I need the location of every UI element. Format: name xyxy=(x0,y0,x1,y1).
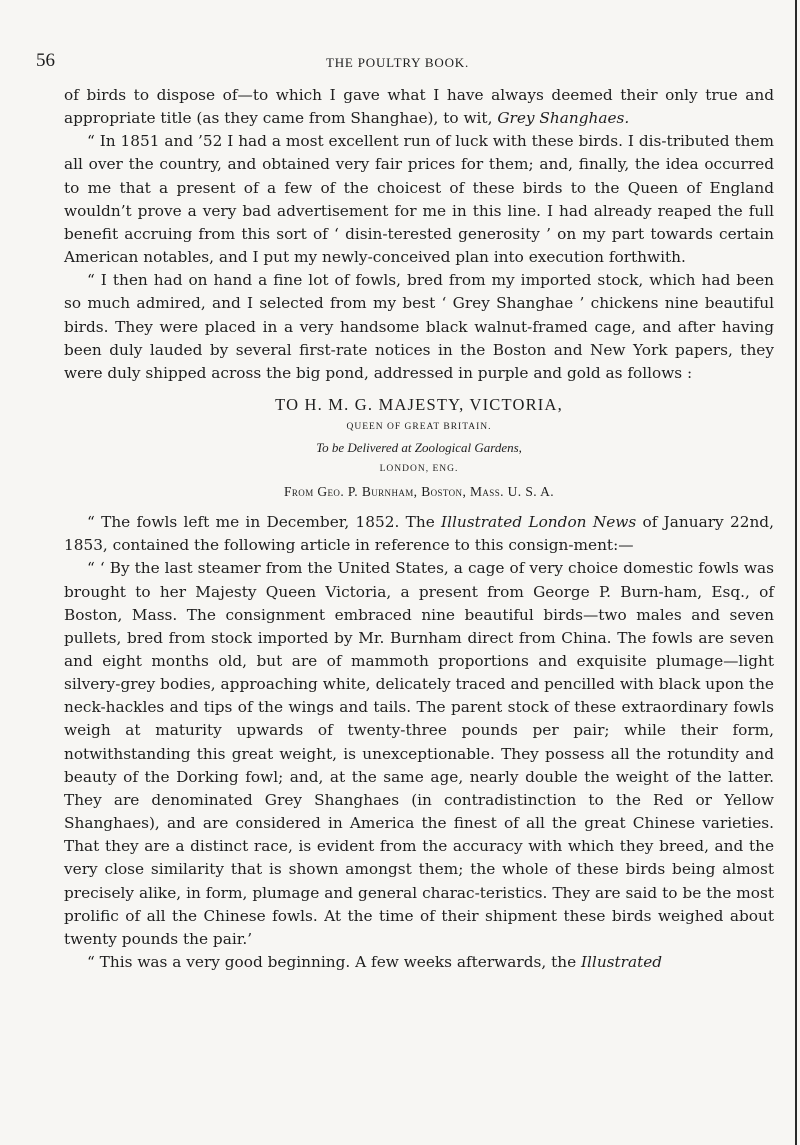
address-line-title: QUEEN OF GREAT BRITAIN. xyxy=(346,422,492,433)
paragraph-1 xyxy=(64,84,774,130)
running-head: THE POULTRY BOOK. xyxy=(326,55,470,70)
paragraph-6 xyxy=(64,951,774,974)
paragraph-1-text: of birds to dispose of—to which I gave what I have always deemed their only true and appropriate title (as they came from Shanghae), to wit, xyxy=(64,86,774,128)
address-line-city: LONDON, ENG. xyxy=(379,464,459,475)
shipping-address xyxy=(64,393,774,505)
paragraph-2: “ In 1851 and ’52 I had a most excellent run of luck with these birds. I dis-tributed them all over the country, and obtained very fair prices for them; and, finally, the idea occurred to me that a present of a few of the choicest of these birds to the Queen of England wouldn’t prove a very bad advertisement for me in this line. I had already reaped the full benefit accruing from this sort of ‘ disin-terested generosity ’ on my part towards certain American notables, and I put my newly-conceived plan into execution forthwith. xyxy=(64,132,774,267)
paragraph-4-end: of January 22nd, 1853, contained the following article in reference to this consign-ment:— xyxy=(64,513,774,555)
paragraph-1-italic: Grey Shanghaes. xyxy=(497,109,630,128)
paragraph-5: “ ‘ By the last steamer from the United States, a cage of very choice domestic fowls was brought to her Majesty Queen Victoria, a present from George P. Burn-ham, Esq., of Boston, Mass. The consignment embraced nine beautiful birds—two males and seven pullets, bred from stock imported by Mr. Burnham direct from China. The fowls are seven and eight months old, but are of mammoth proportions and exquisite plumage—light silvery-grey bodies, approaching white, delicately traced and pencilled with black upon the neck-hackles and tips of the wings and tails. The parent stock of these extraordinary fowls weigh at maturity upwards of twenty-three pounds per pair; while their form, notwithstanding this great weight, is unexceptionable. They possess all the rotundity and beauty of the Dorking fowl; and, at the same age, nearly double the weight of the latter. They are denominated Grey Shanghaes (in contradistinction to the Red or Yellow Shanghaes), and are considered in America the finest of all the great Chinese varieties. That they are a distinct race, is evident from the accuracy with which they breed, and the very close similarity that is shown amongst them; the whole of these birds being almost precisely alike, in form, plumage and general charac-teristics. They are said to be the most prolific of all the Chinese fowls. At the time of their shipment these birds weighed about twenty pounds the pair.’ xyxy=(64,559,774,948)
paragraph-6-start: “ This was a very good beginning. A few weeks afterwards, the xyxy=(87,953,577,971)
page-edge-line xyxy=(795,0,797,1145)
address-line-delivery: To be Delivered at Zoological Gardens, xyxy=(316,440,522,456)
paragraph-4 xyxy=(64,511,774,557)
page-number: 56 xyxy=(36,50,55,71)
paragraph-4-italic: Illustrated London News xyxy=(441,513,637,532)
address-line-recipient: TO H. M. G. MAJESTY, VICTORIA, xyxy=(275,395,563,415)
paragraph-3: “ I then had on hand a fine lot of fowls, bred from my imported stock, which had been so much admired, and I selected from my best ‘ Grey Shanghae ’ chickens nine beautiful birds. They were placed in a very handsome black walnut-framed cage, and after having been duly lauded by several first-rate notices in the Boston and New York papers, they were duly shipped across the big pond, addressed in purple and gold as follows : xyxy=(64,271,774,382)
paragraph-4-start: “ The fowls left me in December, 1852. The xyxy=(87,513,435,532)
page-header xyxy=(36,50,776,74)
paragraph-6-italic: Illustrated xyxy=(581,953,663,971)
page-body xyxy=(64,84,774,974)
address-line-sender: From Geo. P. Burnham, Boston, Mass. U. S. A. xyxy=(284,484,554,500)
